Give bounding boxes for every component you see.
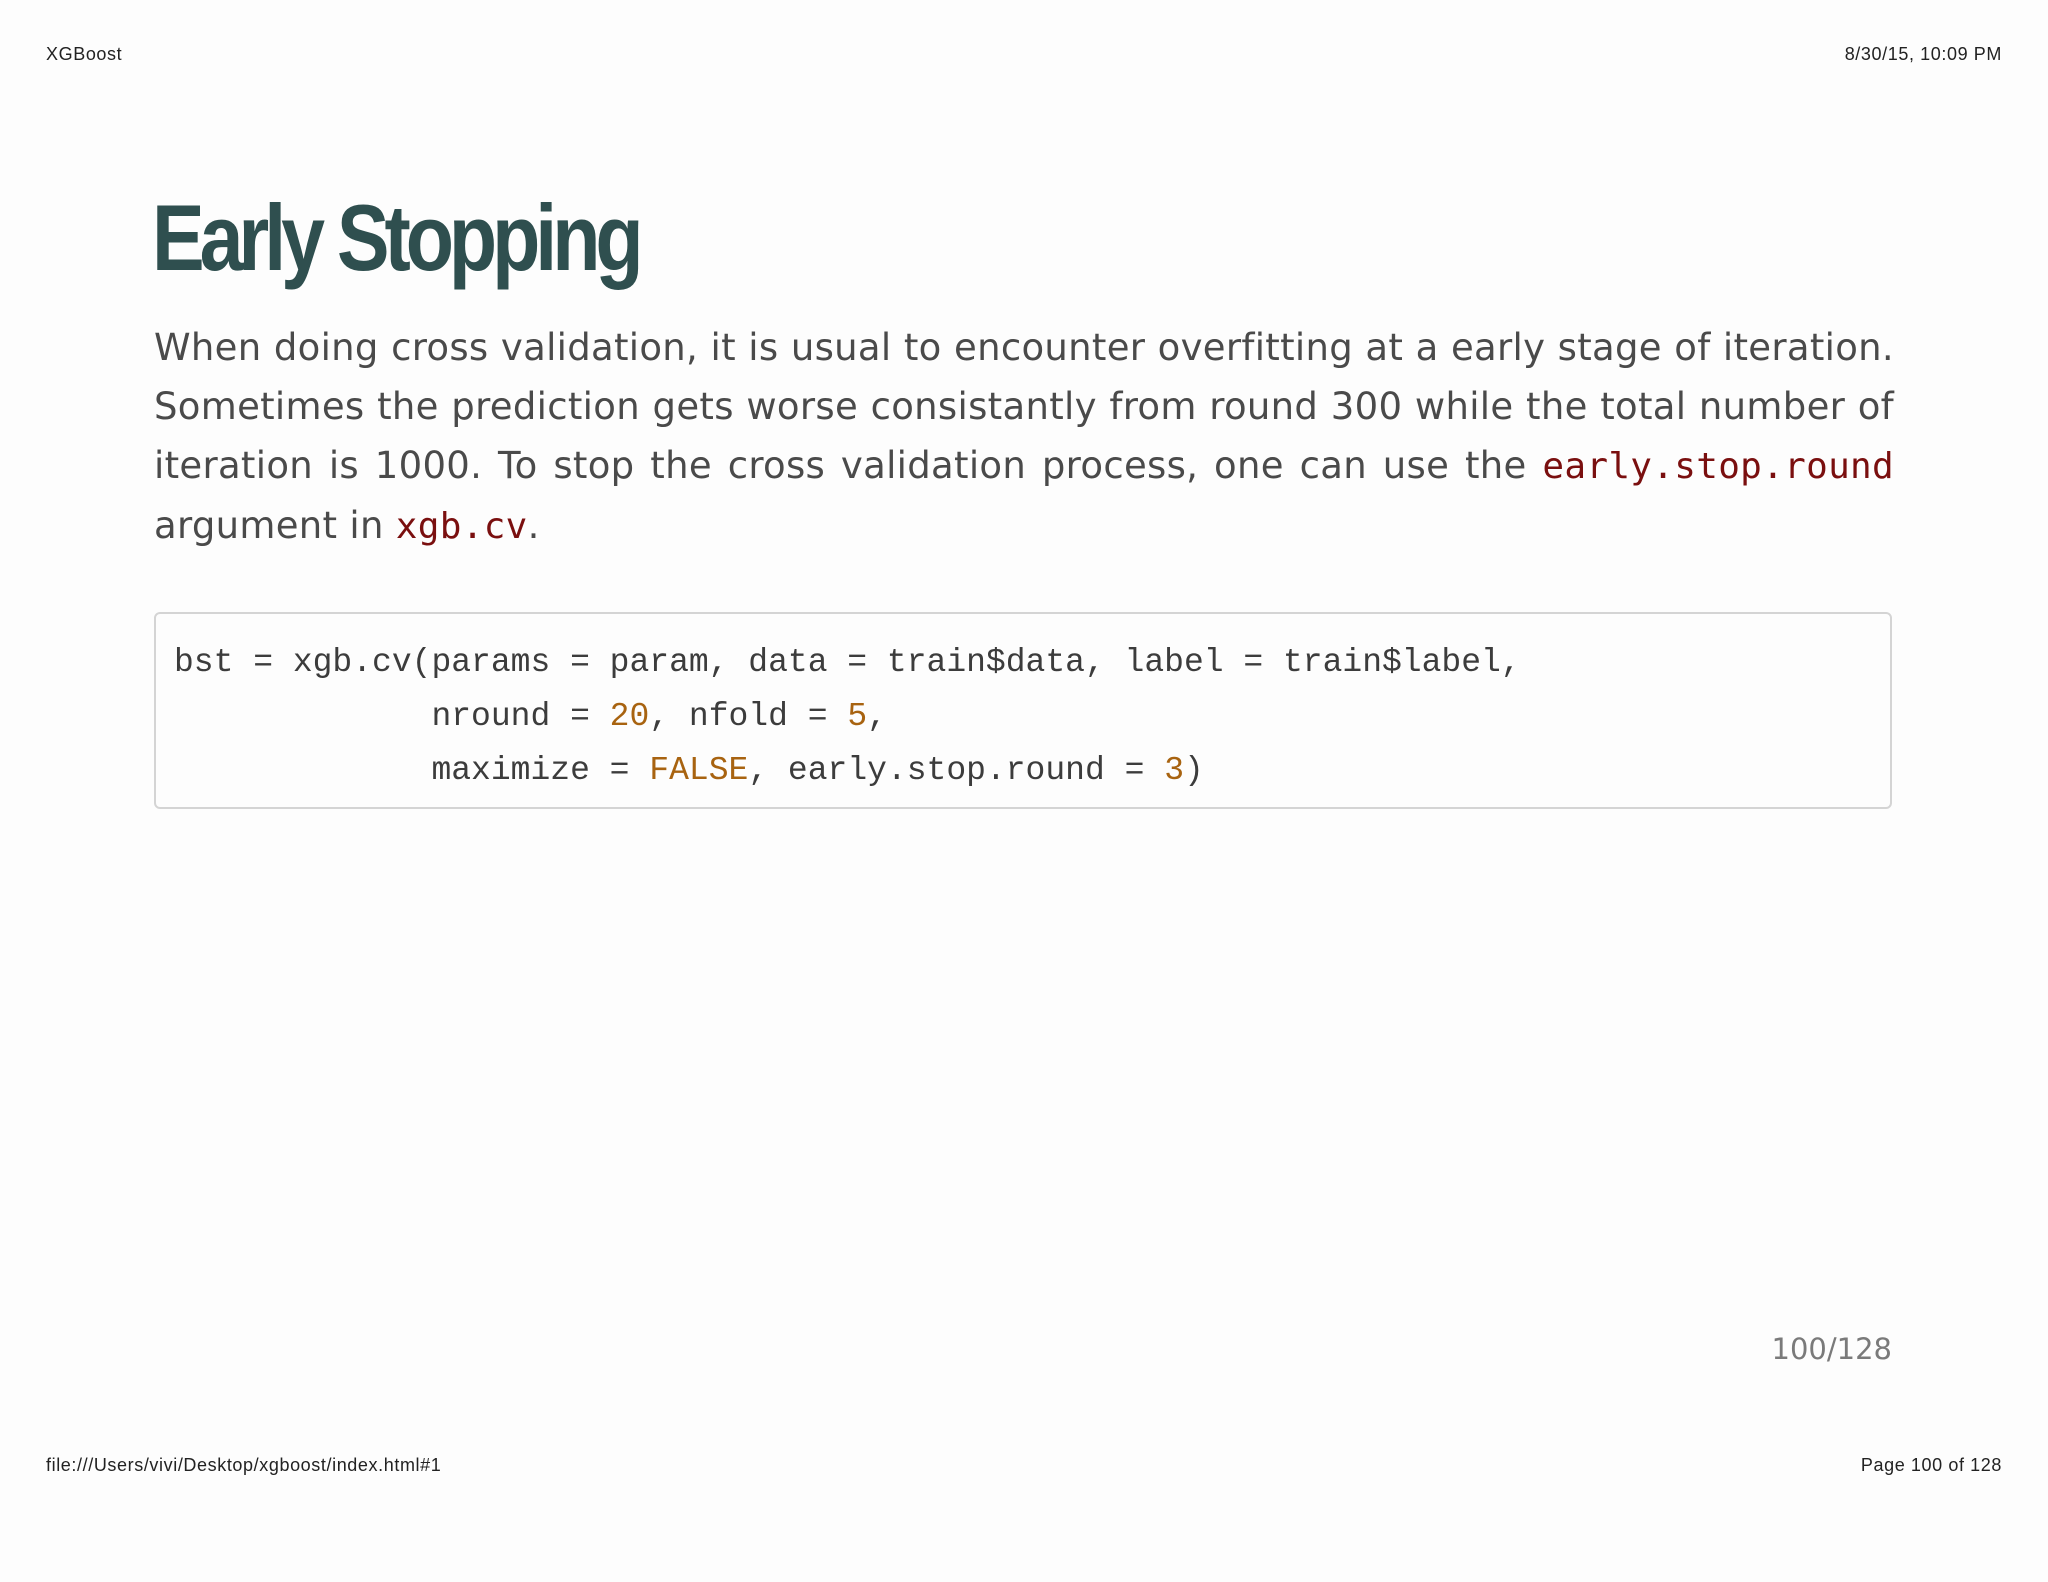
code-keyword: FALSE: [649, 752, 749, 789]
inline-code-xgb-cv: xgb.cv: [395, 506, 528, 547]
code-text: maximize =: [174, 752, 650, 789]
code-text: ): [1184, 752, 1204, 789]
body-paragraph: [154, 318, 1894, 556]
code-text: nround =: [174, 698, 610, 735]
slide-title: Early Stopping: [152, 185, 639, 290]
code-number: 20: [609, 698, 650, 735]
inline-code-early-stop-round: early.stop.round: [1542, 446, 1894, 487]
code-block: [154, 612, 1892, 809]
print-footer-url: file:///Users/vivi/Desktop/xgboost/index.html#1: [46, 1455, 442, 1475]
paragraph-text: When doing cross validation, it is usual to encounter overfitting at a early stage of iteration. Sometimes the prediction gets worse consistantly from round 300 while the total number of iteration is 1000. To stop the cross validation process, one can use the: [154, 326, 1894, 487]
code-listing: [174, 636, 1872, 798]
slide-number: 100/128: [1771, 1332, 1892, 1366]
print-header-title: XGBoost: [46, 44, 123, 64]
code-number: 3: [1164, 752, 1184, 789]
code-text: ,: [867, 698, 887, 735]
code-number: 5: [847, 698, 868, 735]
code-line-1: bst = xgb.cv(params = param, data = train$data, label = train$label,: [174, 644, 1521, 681]
print-header-datetime: 8/30/15, 10:09 PM: [1844, 44, 2002, 64]
paragraph-text: .: [527, 504, 540, 547]
code-text: , early.stop.round =: [748, 752, 1165, 789]
print-footer-page: Page 100 of 128: [1860, 1455, 2002, 1475]
paragraph-text: argument in: [154, 504, 396, 547]
code-text: , nfold =: [649, 698, 848, 735]
